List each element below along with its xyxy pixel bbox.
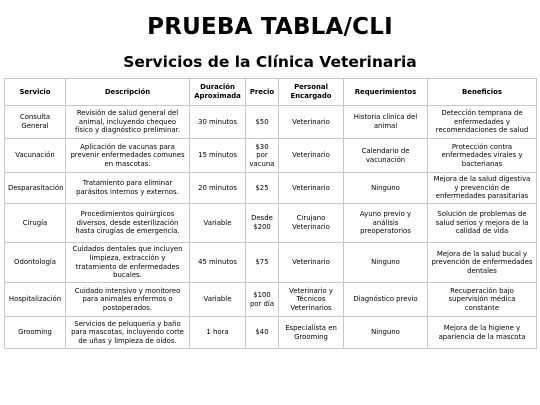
cell-beneficios: Mejora de la salud digestiva y prevención de enfermedades parasitarias [428,173,537,204]
cell-servicio: Vacunación [5,139,66,173]
cell-beneficios: Mejora de la higiene y apariencia de la mascota [428,317,537,349]
cell-precio: $30 por vacuna [246,139,279,173]
cell-personal: Cirujano Veterinario [279,204,344,243]
column-header-beneficios: Beneficios [428,79,537,106]
cell-descripcion: Cuidado intensivo y monitoreo para animales enfermos o postoperados. [66,283,190,317]
cell-servicio: Grooming [5,317,66,349]
cell-duracion: 20 minutos [190,173,246,204]
cell-requerimientos: Ninguno [344,243,428,283]
cell-duracion: 1 hora [190,317,246,349]
column-header-precio: Precio [246,79,279,106]
cell-requerimientos: Ninguno [344,173,428,204]
cell-personal: Veterinario [279,243,344,283]
cell-requerimientos: Historia clínica del animal [344,106,428,139]
column-header-descripcion: Descripción [66,79,190,106]
cell-descripcion: Tratamiento para eliminar parásitos internos y externos. [66,173,190,204]
cell-precio: $75 [246,243,279,283]
cell-duracion: 45 minutos [190,243,246,283]
cell-duracion: 15 minutos [190,139,246,173]
cell-personal: Veterinario y Técnicos Veterinarios [279,283,344,317]
column-header-servicio: Servicio [5,79,66,106]
cell-beneficios: Protección contra enfermedades virales y bacterianas [428,139,537,173]
cell-precio: $40 [246,317,279,349]
cell-requerimientos: Calendario de vacunación [344,139,428,173]
cell-servicio: Desparasitación [5,173,66,204]
cell-descripcion: Aplicación de vacunas para prevenir enfermedades comunes en mascotas. [66,139,190,173]
table-row [5,173,537,204]
cell-requerimientos: Diagnóstico previo [344,283,428,317]
table-row [5,283,537,317]
cell-precio: $100 por día [246,283,279,317]
cell-descripcion: Procedimientos quirúrgicos diversos, desde esterilización hasta cirugías de emergencia. [66,204,190,243]
page-subtitle: Servicios de la Clínica Veterinaria [123,53,417,71]
services-table [4,78,537,349]
cell-requerimientos: Ninguno [344,317,428,349]
cell-servicio: Consulta General [5,106,66,139]
table-row [5,139,537,173]
cell-personal: Veterinario [279,173,344,204]
table-row [5,317,537,349]
cell-servicio: Hospitalización [5,283,66,317]
cell-precio: $50 [246,106,279,139]
cell-requerimientos: Ayuno previo y análisis preoperatorios [344,204,428,243]
cell-descripcion: Cuidados dentales que incluyen limpieza, extracción y tratamiento de enfermedades bucales. [66,243,190,283]
cell-duracion: Variable [190,204,246,243]
column-header-requerimientos: Requerimientos [344,79,428,106]
column-header-personal: Personal Encargado [279,79,344,106]
cell-duracion: 30 minutos [190,106,246,139]
cell-servicio: Odontología [5,243,66,283]
cell-descripcion: Servicios de peluquería y baño para mascotas, incluyendo corte de uñas y limpieza de oídos. [66,317,190,349]
table-row [5,106,537,139]
cell-duracion: Variable [190,283,246,317]
cell-personal: Veterinario [279,139,344,173]
table-row [5,204,537,243]
cell-personal: Especialista en Grooming [279,317,344,349]
cell-servicio: Cirugía [5,204,66,243]
cell-personal: Veterinario [279,106,344,139]
table-header-row [5,79,537,106]
cell-beneficios: Recuperación bajo supervisión médica constante [428,283,537,317]
cell-precio: Desde $200 [246,204,279,243]
cell-descripcion: Revisión de salud general del animal, incluyendo chequeo físico y diagnóstico preliminar. [66,106,190,139]
cell-beneficios: Mejora de la salud bucal y prevención de enfermedades dentales [428,243,537,283]
cell-beneficios: Solución de problemas de salud serios y mejora de la calidad de vida [428,204,537,243]
table-row [5,243,537,283]
cell-beneficios: Detección temprana de enfermedades y recomendaciones de salud [428,106,537,139]
column-header-duracion: Duración Aproximada [190,79,246,106]
page-title: PRUEBA TABLA/CLI [147,14,393,40]
cell-precio: $25 [246,173,279,204]
